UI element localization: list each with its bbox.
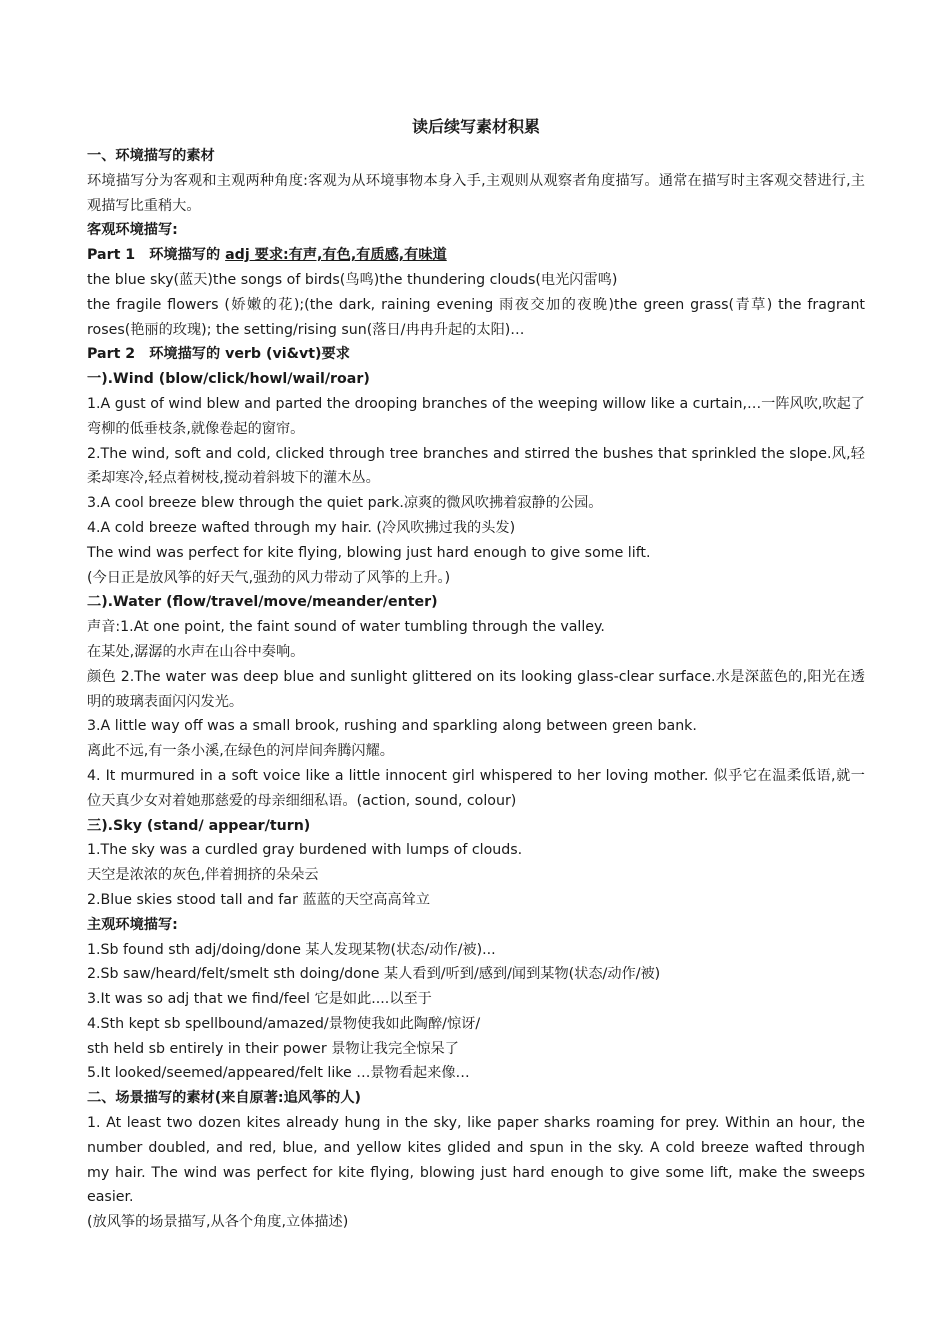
section-1-intro: 环境描写分为客观和主观两种角度:客观为从环境事物本身入手,主观则从观察者角度描写。通常在描写时主客观交替进行,主观描写比重稍大。 <box>87 172 865 214</box>
subjective-line-4: 4.Sth kept sb spellbound/amazed/景物使我如此陶醉/惊讶/ <box>87 1015 481 1032</box>
subjective-line-6: 5.It looked/seemed/appeared/felt like …景物看起来像… <box>87 1065 470 1082</box>
wind-line-1: 1.A gust of wind blew and parted the drooping branches of the weeping willow like a curtain,…一阵风吹,吹起了弯柳的低垂枝条,就像卷起的窗帘。 <box>87 395 865 437</box>
document-title: 读后续写素材积累 <box>411 117 540 136</box>
part-2-label: Part 2 <box>87 346 136 363</box>
part-2-heading <box>87 342 865 367</box>
water-line-1: 声音:1.At one point, the faint sound of water tumbling through the valley. <box>87 619 605 636</box>
sky-line-1: 1.The sky was a curdled gray burdened with lumps of clouds. <box>87 842 523 859</box>
subjective-heading: 主观环境描写: <box>87 916 178 933</box>
wind-line-6: (今日正是放风筝的好天气,强劲的风力带动了风筝的上升。) <box>87 569 451 586</box>
document-page <box>87 112 865 1235</box>
wind-heading: 一).Wind (blow/click/howl/wail/roar) <box>87 371 370 388</box>
section-2-heading: 二、场景描写的素材(来自原著:追风筝的人) <box>87 1090 362 1107</box>
wind-line-5: The wind was perfect for kite flying, blowing just hard enough to give some lift. <box>87 544 651 561</box>
part-1-heading <box>87 243 865 268</box>
water-line-5: 离此不远,有一条小溪,在绿色的河岸间奔腾闪耀。 <box>87 743 394 760</box>
wind-line-2: 2.The wind, soft and cold, clicked through tree branches and stirred the bushes that sprinkled the slope.风,轻柔却寒冷,轻点着树枝,搅动着斜坡下的灌木丛。 <box>87 445 865 487</box>
part-2-heading-text: 环境描写的 verb (vi&vt)要求 <box>149 346 350 363</box>
sky-heading: 三).Sky (stand/ appear/turn) <box>87 817 311 834</box>
part-1-line-2: the fragile flowers (娇嫩的花);(the dark, raining evening 雨夜交加的夜晚)the green grass(青草) the fragrant roses(艳丽的玫瑰); the setting/rising sun(落日/冉冉升起的太阳)… <box>87 296 865 338</box>
water-line-6: 4. It murmured in a soft voice like a little innocent girl whispered to her loving mother. 似乎它在温柔低语,就一位天真少女对着她那慈爱的母亲细细私语。(action, sound, colour) <box>87 767 865 809</box>
subjective-line-5: sth held sb entirely in their power 景物让我完全惊呆了 <box>87 1040 459 1057</box>
wind-line-3: 3.A cool breeze blew through the quiet park.凉爽的微风吹拂着寂静的公园。 <box>87 495 603 512</box>
part-1-line-1: the blue sky(蓝天)the songs of birds(鸟鸣)the thundering clouds(电光闪雷鸣) <box>87 271 618 288</box>
water-line-2: 在某处,潺潺的水声在山谷中奏响。 <box>87 643 305 660</box>
part-1-label: Part 1 <box>87 247 136 264</box>
sky-line-2: 天空是浓浓的灰色,伴着拥挤的朵朵云 <box>87 867 319 884</box>
subjective-line-1: 1.Sb found sth adj/doing/done 某人发现某物(状态/动作/被)... <box>87 941 496 958</box>
subjective-line-2: 2.Sb saw/heard/felt/smelt sth doing/done 某人看到/听到/感到/闻到某物(状态/动作/被) <box>87 966 661 983</box>
wind-line-4: 4.A cold breeze wafted through my hair. (冷风吹拂过我的头发) <box>87 519 516 536</box>
section-2-line-1: 1. At least two dozen kites already hung in the sky, like paper sharks roaming for prey. Within an hour, the number doubled, and red, blue, and yellow kites glided and spun in the sky. A cold breeze wafted through my hair. The wind was perfect for kite flying, blowing just hard enough to give some lift, make the sweeps easier. <box>87 1115 865 1206</box>
objective-heading: 客观环境描写: <box>87 222 178 239</box>
water-heading: 二).Water (flow/travel/move/meander/enter) <box>87 594 438 611</box>
section-1-heading: 一、环境描写的素材 <box>87 148 215 164</box>
subjective-line-3: 3.It was so adj that we find/feel 它是如此....以至于 <box>87 991 432 1008</box>
sky-line-3: 2.Blue skies stood tall and far 蓝蓝的天空高高耸立 <box>87 891 431 908</box>
water-line-4: 3.A little way off was a small brook, rushing and sparkling along between green bank. <box>87 718 697 735</box>
water-line-3: 颜色 2.The water was deep blue and sunlight glittered on its looking glass-clear surface.水是深蓝色的,阳光在透明的玻璃表面闪闪发光。 <box>87 668 865 710</box>
section-2-line-2: (放风筝的场景描写,从各个角度,立体描述) <box>87 1214 349 1231</box>
part-1-heading-underlined: adj 要求:有声,有色,有质感,有味道 <box>225 247 447 264</box>
part-1-heading-pre: 环境描写的 <box>149 247 221 264</box>
